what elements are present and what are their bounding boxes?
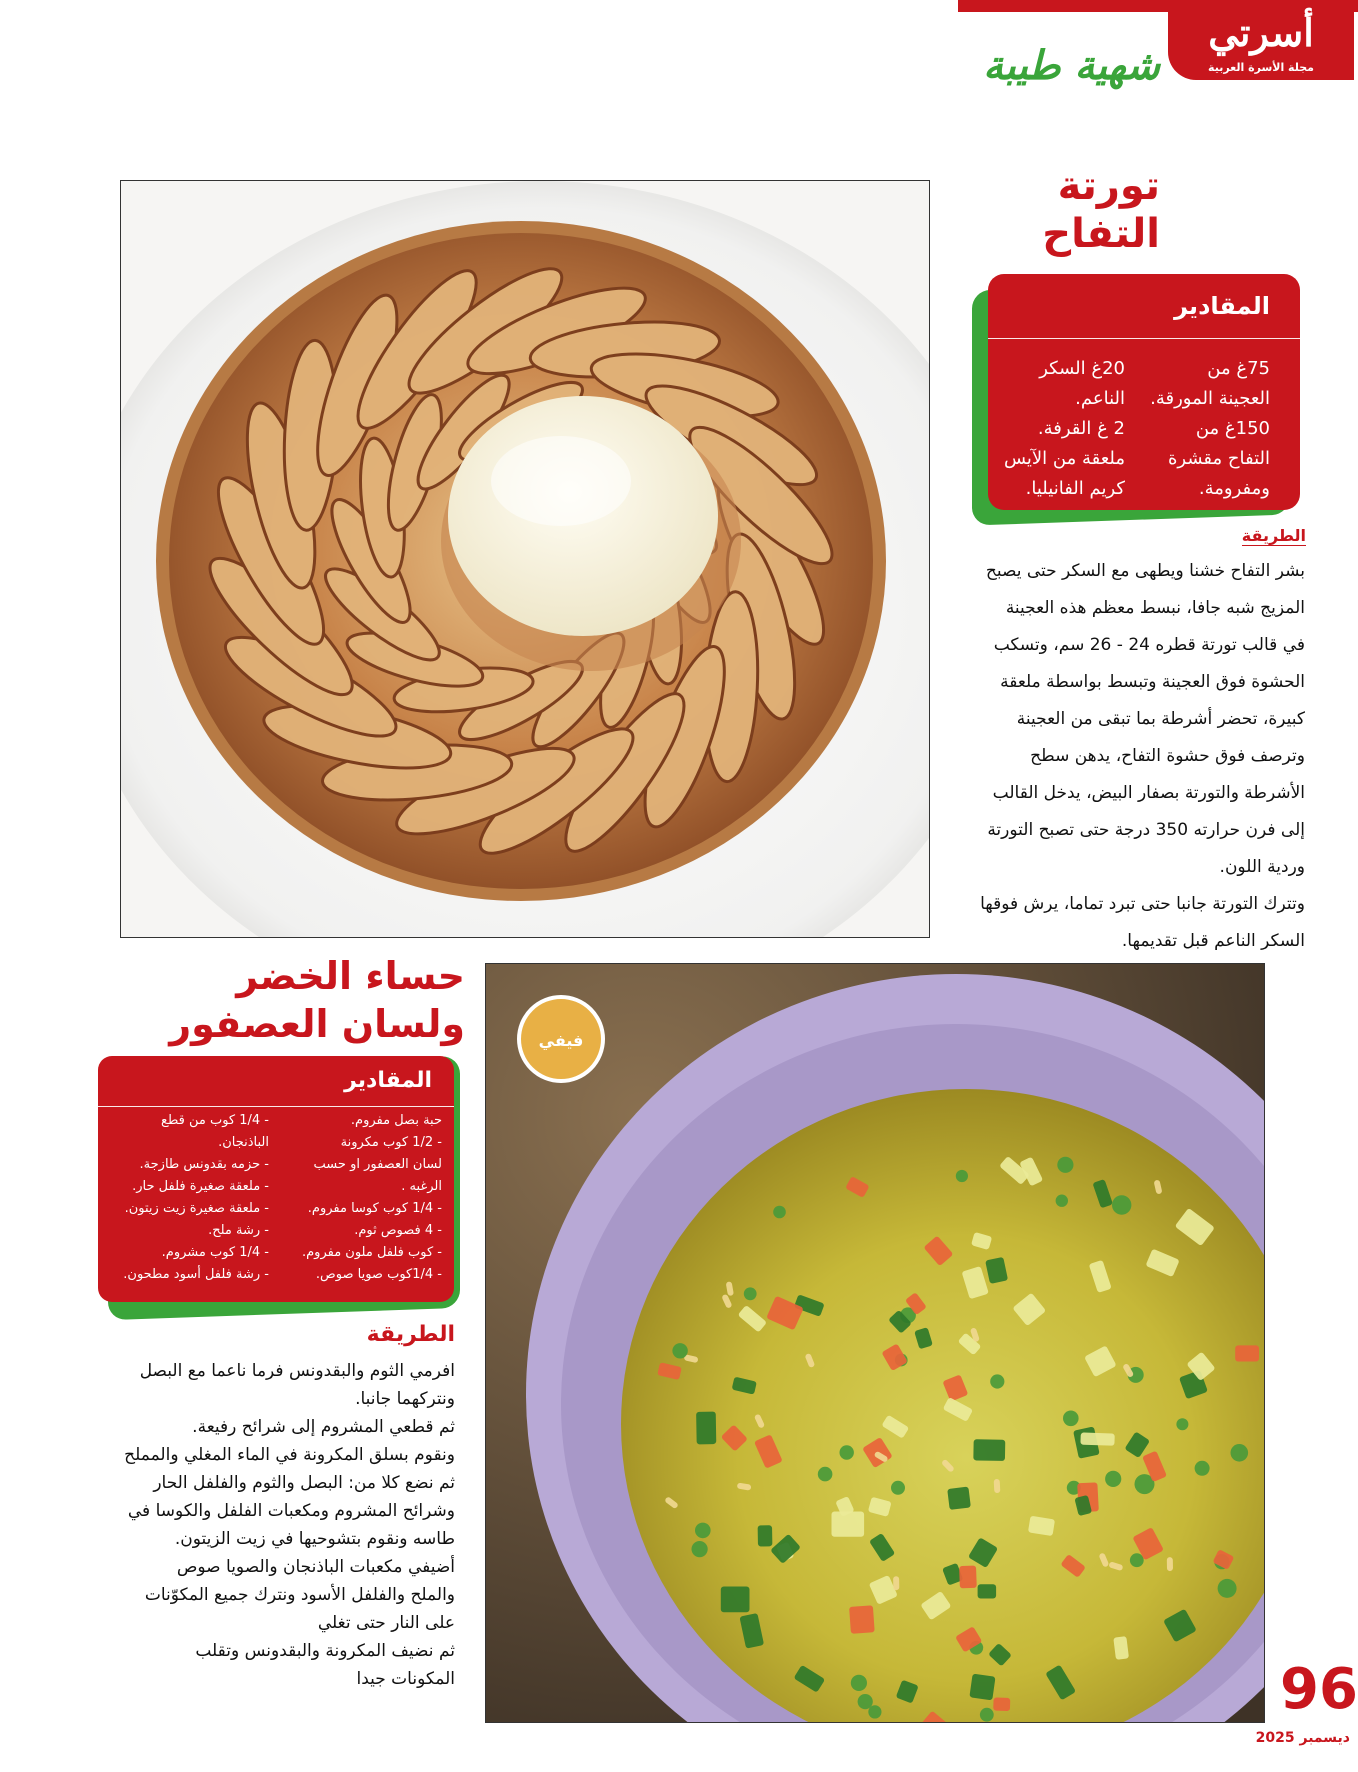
pea <box>672 1343 687 1358</box>
ingredient-line: - رشة ملح. <box>208 1223 269 1238</box>
ingredient-line: ملعقة من الآيس <box>1003 448 1125 469</box>
pea <box>1112 1195 1131 1214</box>
ingredient-line: ومفرومة. <box>1198 478 1270 499</box>
soup-ingredients-right-column <box>282 1110 442 1286</box>
method-line: وتترك التورتة جانبا حتى تبرد تماما، يرش فوقها <box>980 894 1305 914</box>
issue-date: ديسمبر 2025 <box>1255 1730 1350 1746</box>
ingredient-line: - 1/4 كوب مشروم. <box>161 1245 269 1260</box>
method-line: ونقوم بسلق المكرونة في الماء المغلي والمملح <box>124 1445 455 1465</box>
pea <box>1195 1461 1210 1476</box>
pea <box>840 1445 854 1459</box>
zucchini-piece <box>832 1512 865 1537</box>
carrot-piece <box>959 1566 977 1589</box>
parsley-leaf <box>978 1584 997 1598</box>
vegetable-soup-photo <box>485 963 1265 1723</box>
method-line: المزيج شبه جافا، نبسط معظم هذه العجينة <box>1005 598 1305 618</box>
parsley-leaf <box>721 1587 750 1613</box>
ingredient-line: حبة بصل مفروم. <box>350 1113 442 1128</box>
pea <box>980 1708 994 1722</box>
pea <box>1105 1471 1121 1487</box>
method-line: وشرائح المشروم ومكعبات الفلفل والكوسا في <box>127 1501 455 1521</box>
soup-method-heading: الطريقة <box>366 1322 455 1347</box>
tart-recipe-title: تورتة التفاح <box>1042 163 1160 257</box>
method-line: ثم نضع كلا من: البصل والثوم والفلفل الحار <box>153 1473 455 1493</box>
method-line: طاسه ونقوم بتشوحيها في زيت الزيتون. <box>174 1529 455 1549</box>
pea <box>1218 1579 1237 1598</box>
parsley-leaf <box>758 1525 773 1546</box>
orzo-grain <box>1167 1557 1173 1571</box>
soup-ingredients-left-column <box>109 1110 269 1286</box>
tart-ingredients-card <box>988 274 1300 510</box>
ingredient-line: 150غ من <box>1195 418 1270 439</box>
pea <box>1056 1195 1068 1207</box>
ingredient-line: - كوب فلفل ملون مفروم. <box>301 1245 442 1260</box>
ingredient-line: - 1/2 كوب مكرونة <box>340 1135 442 1150</box>
parsley-leaf <box>973 1439 1005 1461</box>
pea <box>868 1705 881 1718</box>
pea <box>773 1206 786 1219</box>
pea <box>851 1675 867 1691</box>
tart-ingredients-right-column <box>1140 354 1270 504</box>
method-line: الأشرطة والتورتة بصفار البيض، يدخل القالب <box>992 783 1305 803</box>
carrot-piece <box>1235 1345 1259 1361</box>
pea <box>744 1287 757 1300</box>
ingredient-line: - ملعقة صغيرة فلفل حار. <box>132 1179 269 1194</box>
ingredient-line: الباذنجان. <box>218 1135 269 1150</box>
ingredient-line: - 4 فصوص ثوم. <box>354 1223 442 1238</box>
ingredient-line: الرغبه . <box>401 1179 442 1194</box>
method-line: السكر الناعم قبل تقديمها. <box>1121 931 1305 951</box>
pea <box>956 1170 968 1182</box>
soup-ingredients-heading: المقادير <box>344 1068 432 1093</box>
ingredient-line: 20غ السكر <box>1039 358 1125 379</box>
magazine-logo <box>1168 6 1354 80</box>
ingredient-line: العجينة المورقة. <box>1150 388 1270 409</box>
ingredient-line: 75غ من <box>1207 358 1270 379</box>
method-line: افرمي الثوم والبقدونس فرما ناعما مع البصل <box>139 1361 455 1381</box>
tart-method-heading: الطريقة <box>1241 526 1306 545</box>
ingredient-line: - 1/4 كوب كوسا مفروم. <box>307 1201 442 1216</box>
zucchini-piece <box>1080 1432 1114 1445</box>
ingredient-line: - 1/4كوب صويا صوص. <box>315 1267 442 1282</box>
method-line: ونتركهما جانبا. <box>355 1389 455 1409</box>
ingredient-line: - 1/4 كوب من قطع <box>161 1113 269 1128</box>
method-line: والملح والفلفل الأسود ونترك جميع المكوّنات <box>144 1585 455 1605</box>
ingredient-line: - رشة فلفل أسود مطحون. <box>123 1267 269 1282</box>
soup-ingredients-card <box>98 1056 454 1302</box>
method-line: ثم قطعي المشروم إلى شرائح رفيعة. <box>192 1417 455 1437</box>
tart-ingredients-heading: المقادير <box>1174 292 1270 320</box>
tart-method-text <box>955 553 1305 960</box>
orzo-grain <box>994 1479 1001 1493</box>
pea <box>858 1694 873 1709</box>
soup-ingredients-divider <box>98 1106 454 1107</box>
page-number: 96 <box>1280 1657 1358 1722</box>
tv-channel-badge: فيفي <box>538 1031 584 1050</box>
ingredient-line: كريم الفانيليا. <box>1025 478 1125 499</box>
method-line: الحشوة فوق العجينة وتبسط بواسطة ملعقة <box>1000 672 1305 692</box>
pea <box>1057 1157 1073 1173</box>
method-line: أضيفي مكعبات الباذنجان والصويا صوص <box>176 1557 455 1577</box>
method-line: إلى فرن حرارته 350 درجة حتى تصبح التورتة <box>987 820 1305 840</box>
pea <box>891 1481 905 1495</box>
logo-wordmark: أسرتي <box>1208 10 1314 55</box>
tart-ingredients-divider <box>988 338 1300 339</box>
soup-method-text <box>92 1357 455 1693</box>
method-line: في قالب تورتة قطره 24 - 26 سم، وتسكب <box>993 635 1305 655</box>
method-line: ثم نضيف المكرونة والبقدونس وتقلب <box>195 1641 455 1661</box>
zucchini-piece <box>1113 1636 1129 1660</box>
pea <box>1063 1411 1079 1427</box>
ingredient-line: الناعم. <box>1075 388 1125 409</box>
ingredient-line: - حزمه بقدونس طازجة. <box>139 1157 269 1172</box>
logo-subtitle: مجلة الأسرة العربية <box>1208 61 1314 74</box>
carrot-piece <box>993 1697 1010 1711</box>
apple-tart-illustration <box>121 181 929 937</box>
soup-recipe-title: حساء الخضر ولسان العصفور <box>169 954 465 1046</box>
pea <box>695 1523 711 1539</box>
method-line: وردية اللون. <box>1219 857 1305 877</box>
parsley-leaf <box>696 1412 716 1445</box>
method-line: بشر التفاح خشنا ويطهى مع السكر حتى يصبح <box>985 561 1305 581</box>
orzo-grain <box>893 1576 899 1590</box>
tart-ingredients-left-column <box>1000 354 1125 504</box>
ingredient-line: 2 غ القرفة. <box>1037 418 1125 439</box>
apple-tart-photo <box>120 180 930 938</box>
section-title: شهية طيبة <box>983 42 1160 89</box>
pea <box>1130 1553 1144 1567</box>
carrot-piece <box>849 1605 875 1633</box>
pea <box>692 1541 708 1557</box>
pea <box>1231 1444 1249 1462</box>
pea <box>1176 1418 1188 1430</box>
method-line: على النار حتى تغلي <box>317 1613 455 1633</box>
pea <box>990 1374 1004 1388</box>
ingredient-line: لسان العصفور او حسب <box>313 1157 442 1172</box>
method-line: المكونات جيدا <box>356 1669 455 1689</box>
pea <box>818 1467 833 1482</box>
method-line: كبيرة، تحضر أشرطة بما تبقى من العجينة <box>1016 709 1305 729</box>
ingredient-line: التفاح مقشرة <box>1167 448 1270 469</box>
vegetable-soup-illustration <box>486 964 1264 1722</box>
ingredient-line: - ملعقة صغيرة زيت زيتون. <box>124 1201 269 1216</box>
parsley-leaf <box>969 1674 995 1701</box>
method-line: وترصف فوق حشوة التفاح، يدهن سطح <box>1030 746 1305 766</box>
parsley-leaf <box>947 1486 971 1509</box>
